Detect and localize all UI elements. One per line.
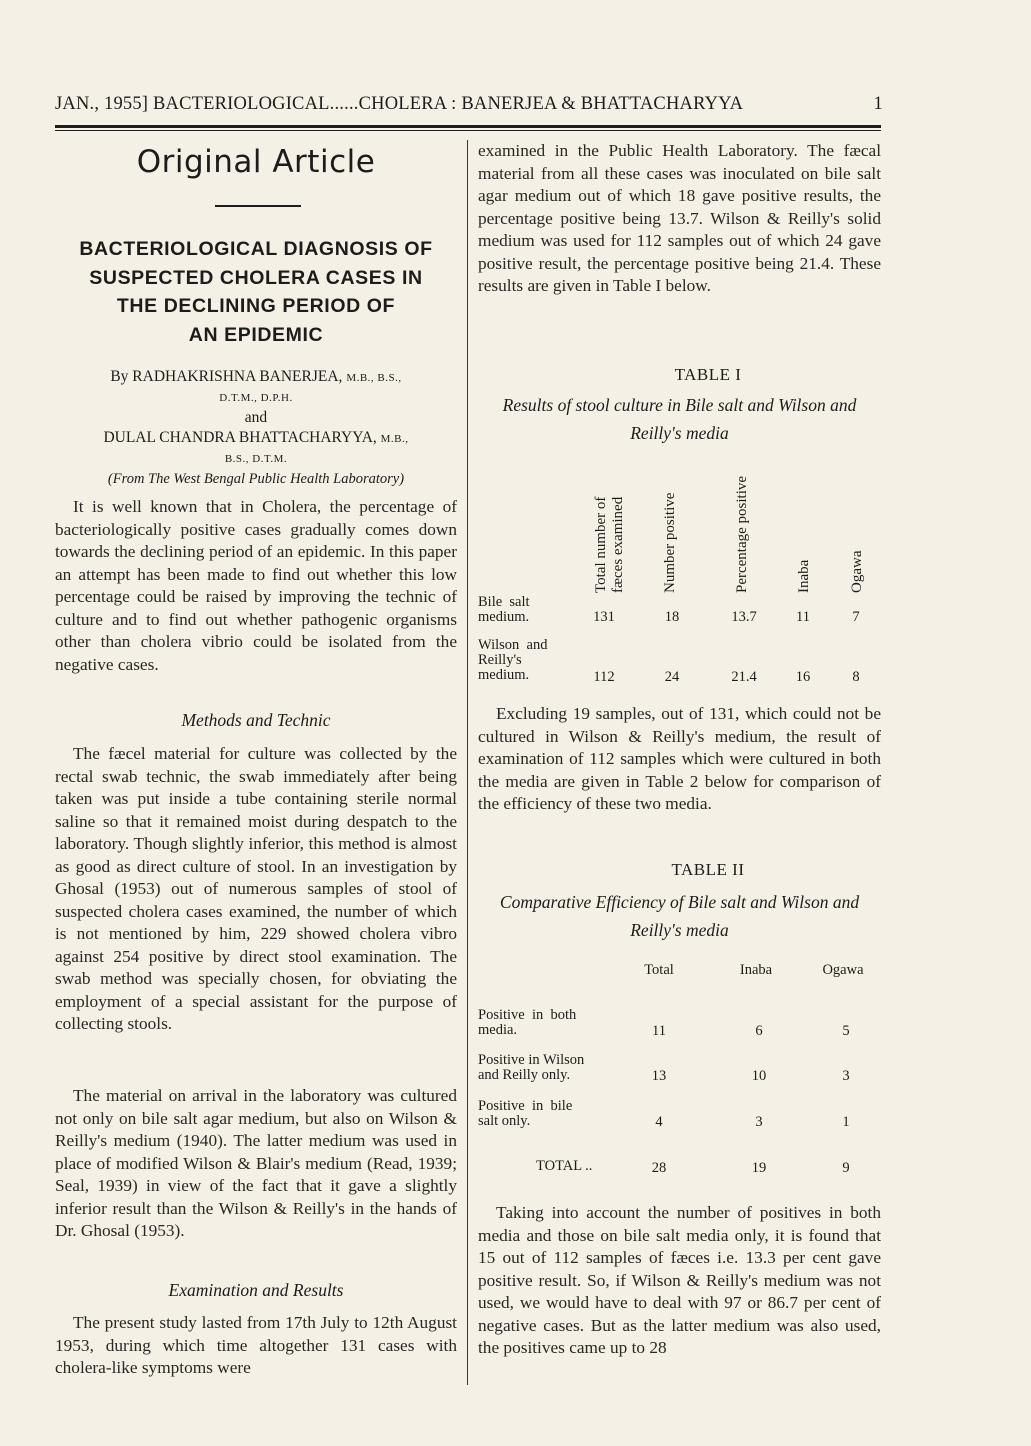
affiliation: (From The West Bengal Public Health Laboratory) — [107, 471, 405, 487]
table-2-total-label — [536, 1159, 616, 1174]
methods-paragraph-2 — [55, 1085, 457, 1243]
table-1-header: Percentage positive — [734, 475, 750, 593]
table-2-cell: 5 — [842, 1023, 850, 1039]
methods-p1-text: The fæcel material for culture was collected by the rectal swab technic, the swab immediately after being taken was put inside a tube containing sterile normal saline so that it remained moist during despatch to the laboratory. Though slightly inferior, this method is almost as good as direct culture of stool. In an investigation by Ghosal (1953) out of numerous samples of stool of suspected cholera cases examined, the number of which is not mentioned by him, 229 showed cholera vibro against 254 positive by direct stool examination. The swab method was specially chosen, for obviating the employment of a special assistant for the purpose of collecting stools. — [55, 744, 457, 1033]
table-1-cell: 21.4 — [731, 669, 757, 685]
table-2-label — [478, 860, 938, 880]
table-1-row-label: Bile salt medium. — [478, 594, 530, 625]
table-2-header: Total — [644, 962, 674, 978]
article-title — [55, 235, 457, 349]
author-2-degrees-2: B.S., D.T.M. — [224, 453, 288, 465]
table-2-header: Ogawa — [822, 962, 864, 978]
table-2-cell: 11 — [652, 1023, 666, 1039]
author-1 — [55, 367, 457, 388]
methods-paragraph-1 — [55, 743, 457, 1036]
table-1-label — [478, 365, 938, 385]
table-2-cell: 28 — [651, 1160, 667, 1176]
results-p1-text: The present study lasted from 17th July to 12th August 1953, during which time altogether 131 cases with cholera-like symptoms were — [55, 1313, 457, 1377]
table-2-cell: 9 — [842, 1160, 850, 1176]
table-1-header: Inaba — [796, 559, 812, 593]
table-2-cell: 3 — [842, 1068, 850, 1084]
table-2-row-label: Positive in bile salt only. — [478, 1098, 573, 1129]
table-2-cell: 4 — [655, 1114, 663, 1130]
and-conjunction: and — [244, 409, 268, 426]
table-1-cell: 16 — [795, 669, 811, 685]
table-1-row-label: Wilson and Reilly's medium. — [478, 637, 548, 683]
intro-paragraph — [55, 496, 457, 676]
table-2-cell: 13 — [651, 1068, 667, 1084]
intro-text: It is well known that in Cholera, the percentage of bacteriologically positive cases gradually comes down towards the declining period of an epidemic. In this paper an attempt has been made to find out whether this low percentage could be raised by improving the technic of culture and to find out whether pathogenic organisms other than cholera vibrio could be isolated from the negative cases. — [55, 497, 457, 674]
author-2 — [55, 428, 457, 449]
author-1-degrees-2: D.T.M., D.P.H. — [219, 392, 293, 404]
right-paragraph-2 — [478, 703, 881, 816]
title-line: BACTERIOLOGICAL DIAGNOSIS OF — [79, 238, 433, 260]
running-header — [55, 94, 883, 118]
right-paragraph-3 — [478, 1202, 881, 1360]
table-2-header: Inaba — [739, 962, 773, 978]
right-p2-text: Excluding 19 samples, out of 131, which could not be cultured in Wilson & Reilly's medium, the result of examination of 112 samples which were cultured in both the media are given in Table 2 below for comparison of the efficiency of these two media. — [478, 704, 881, 813]
table-2-cell: 3 — [755, 1114, 763, 1130]
header-rule-thin — [55, 130, 881, 131]
table-2-label-text: TABLE II — [671, 860, 745, 879]
table-1-cell: 18 — [664, 609, 680, 625]
right-p1-text: examined in the Public Health Laboratory. The fæcal material from all these cases was inoculated on bile salt agar medium out of which 18 gave positive results, the percentage positive being 13.7. Wilson & Reilly's solid medium was used for 112 samples out of which 24 gave positive result, the percentage positive being 21.4. These results are given in Table I below. — [478, 141, 881, 295]
title-line: THE DECLINING PERIOD OF — [116, 295, 396, 317]
table-2-cell: 10 — [751, 1068, 767, 1084]
table-2-caption: Comparative Efficiency of Bile salt and Wilson and Reilly's media — [499, 892, 860, 940]
byline — [55, 367, 457, 489]
results-paragraph-1 — [55, 1312, 457, 1380]
table-1-header: Total number of — [593, 496, 609, 593]
author-1-name: By RADHAKRISHNA BANERJEA, — [110, 368, 343, 385]
table-2 — [478, 960, 881, 1180]
table-1 — [478, 445, 881, 685]
table-1-cell: 112 — [593, 669, 615, 685]
running-header-text: JAN., 1955] BACTERIOLOGICAL......CHOLERA : BANERJEA & BHATTACHARYYA — [55, 94, 744, 114]
right-p3-text: Taking into account the number of positives in both media and those on bile salt media only, it is found that 15 out of 112 samples of fæces i.e. 13.3 per cent gave positive result. So, if Wilson & Reilly's medium was not used, we would have to deal with 97 or 86.7 per cent of negative cases. But as the latter medium was also used, the positives came up to 28 — [478, 1203, 881, 1357]
table-1-cell: 8 — [852, 669, 860, 685]
methods-p2-text: The material on arrival in the laboratory was cultured not only on bile salt agar medium, but also on Wilson & Reilly's medium (1940). The latter medium was used in place of modified Wilson & Blair's medium (Read, 1939; Seal, 1939) in view of the fact that it gave a slightly inferior result than the Wilson & Reilly's in the hands of Dr. Ghosal (1953). — [55, 1086, 457, 1240]
title-line: SUSPECTED CHOLERA CASES IN — [89, 266, 423, 289]
article-type-heading: Original Article — [136, 144, 376, 180]
table-1-label-text: TABLE I — [674, 365, 742, 384]
table-1-cell: 7 — [852, 609, 860, 625]
author-2-name: DULAL CHANDRA BHATTACHARYYA, — [103, 429, 377, 446]
total-label-text: TOTAL .. — [536, 1158, 593, 1174]
right-paragraph-1 — [478, 140, 881, 298]
title-line: AN EPIDEMIC — [188, 323, 324, 346]
table-1-cell: 131 — [593, 609, 615, 625]
table-1-header: Number positive — [662, 492, 678, 593]
author-2-degrees: M.B., — [380, 433, 409, 445]
table-1-header: Ogawa — [849, 550, 865, 593]
table-1-header: fæces examined — [610, 496, 626, 593]
table-1-cell: 11 — [796, 609, 810, 625]
table-1-cell: 13.7 — [731, 609, 757, 625]
table-1-caption: Results of stool culture in Bile salt and Wilson and Reilly's media — [502, 395, 857, 443]
header-rule-thick — [55, 125, 881, 128]
methods-heading: Methods and Technic — [181, 710, 331, 730]
column-divider — [467, 140, 468, 1385]
results-heading: Examination and Results — [168, 1280, 344, 1300]
table-2-cell: 19 — [751, 1160, 767, 1176]
table-2-cell: 6 — [755, 1023, 763, 1039]
author-1-degrees: M.B., B.S., — [346, 372, 402, 384]
table-2-row-label: Positive in both media. — [478, 1007, 577, 1038]
table-2-cell: 1 — [842, 1114, 850, 1130]
page-number: 1 — [873, 94, 883, 114]
title-rule — [215, 205, 301, 207]
table-2-row-label: Positive in Wilson and Reilly only. — [478, 1052, 585, 1083]
table-1-cell: 24 — [664, 669, 680, 685]
